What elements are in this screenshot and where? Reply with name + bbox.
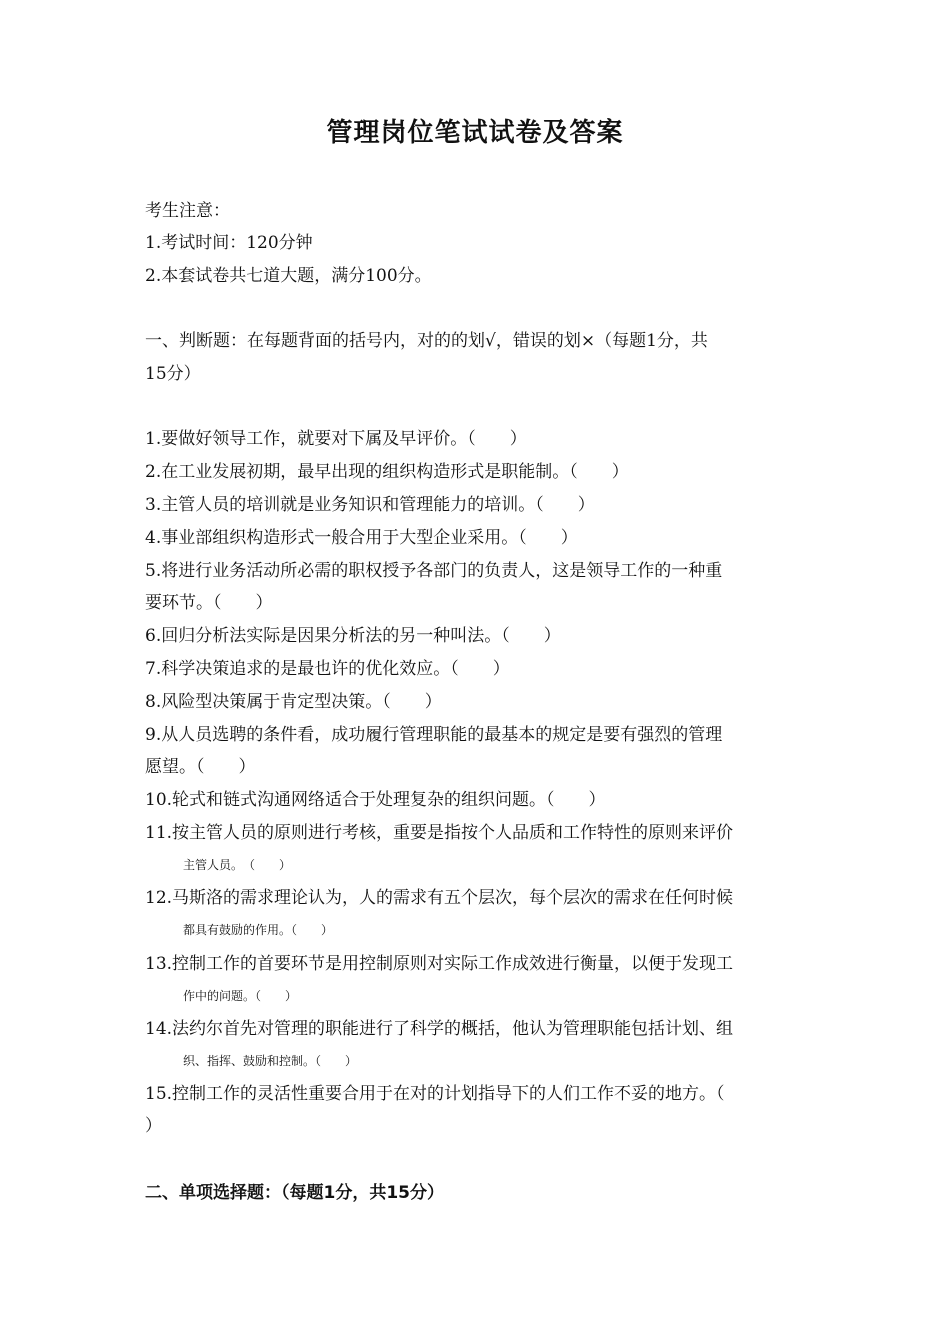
- question-12-cont: 都具有鼓励的作用。（ ）: [183, 923, 334, 937]
- question-5-cont: 要环节。（ ）: [145, 593, 273, 613]
- notice-item: 1.考试时间：120分钟: [145, 233, 313, 253]
- question-3: 3.主管人员的培训就是业务知识和管理能力的培训。（ ）: [145, 495, 595, 515]
- section1-heading-cont: 15分）: [145, 364, 201, 384]
- question-15: 15.控制工作的灵活性重要合用于在对的计划指导下的人们工作不妥的地方。（: [145, 1084, 725, 1104]
- question-14-cont: 织、指挥、鼓励和控制。（ ）: [183, 1054, 358, 1068]
- question-11: 11.按主管人员的原则进行考核，重要是指按个人品质和工作特性的原则来评价: [145, 823, 734, 843]
- question-12: 12.马斯洛的需求理论认为，人的需求有五个层次，每个层次的需求在任何时候: [145, 888, 734, 908]
- question-4: 4.事业部组织构造形式一般合用于大型企业采用。（ ）: [145, 528, 578, 548]
- question-9: 9.从人员选聘的条件看，成功履行管理职能的最基本的规定是要有强烈的管理: [145, 725, 723, 745]
- question-8: 8.风险型决策属于肯定型决策。（ ）: [145, 692, 442, 712]
- question-13: 13.控制工作的首要环节是用控制原则对实际工作成效进行衡量，以便于发现工: [145, 954, 734, 974]
- section2-heading: 二、单项选择题：（每题1分，共15分）: [145, 1183, 444, 1203]
- document-title: 管理岗位笔试试卷及答案: [326, 118, 624, 148]
- question-5: 5.将进行业务活动所必需的职权授予各部门的负责人，这是领导工作的一种重: [145, 561, 723, 581]
- question-9-cont: 愿望。（ ）: [145, 757, 256, 777]
- question-13-cont: 作中的问题。（ ）: [183, 989, 298, 1003]
- question-2: 2.在工业发展初期，最早出现的组织构造形式是职能制。（ ）: [145, 462, 629, 482]
- question-14: 14.法约尔首先对管理的职能进行了科学的概括，他认为管理职能包括计划、组: [145, 1019, 734, 1039]
- notice-item: 2.本套试卷共七道大题，满分100分。: [145, 266, 432, 286]
- section1-heading: 一、判断题：在每题背面的括号内，对的的划√，错误的划×（每题1分，共: [145, 331, 708, 351]
- question-10: 10.轮式和链式沟通网络适合于处理复杂的组织问题。（ ）: [145, 790, 606, 810]
- question-11-cont: 主管人员。 （ ）: [183, 858, 292, 872]
- notice-heading: 考生注意：: [145, 201, 230, 221]
- question-15-cont: ）: [145, 1116, 162, 1136]
- question-6: 6.回归分析法实际是因果分析法的另一种叫法。（ ）: [145, 626, 561, 646]
- question-7: 7.科学决策追求的是最也许的优化效应。（ ）: [145, 659, 510, 679]
- question-1: 1.要做好领导工作，就要对下属及早评价。（ ）: [145, 429, 527, 449]
